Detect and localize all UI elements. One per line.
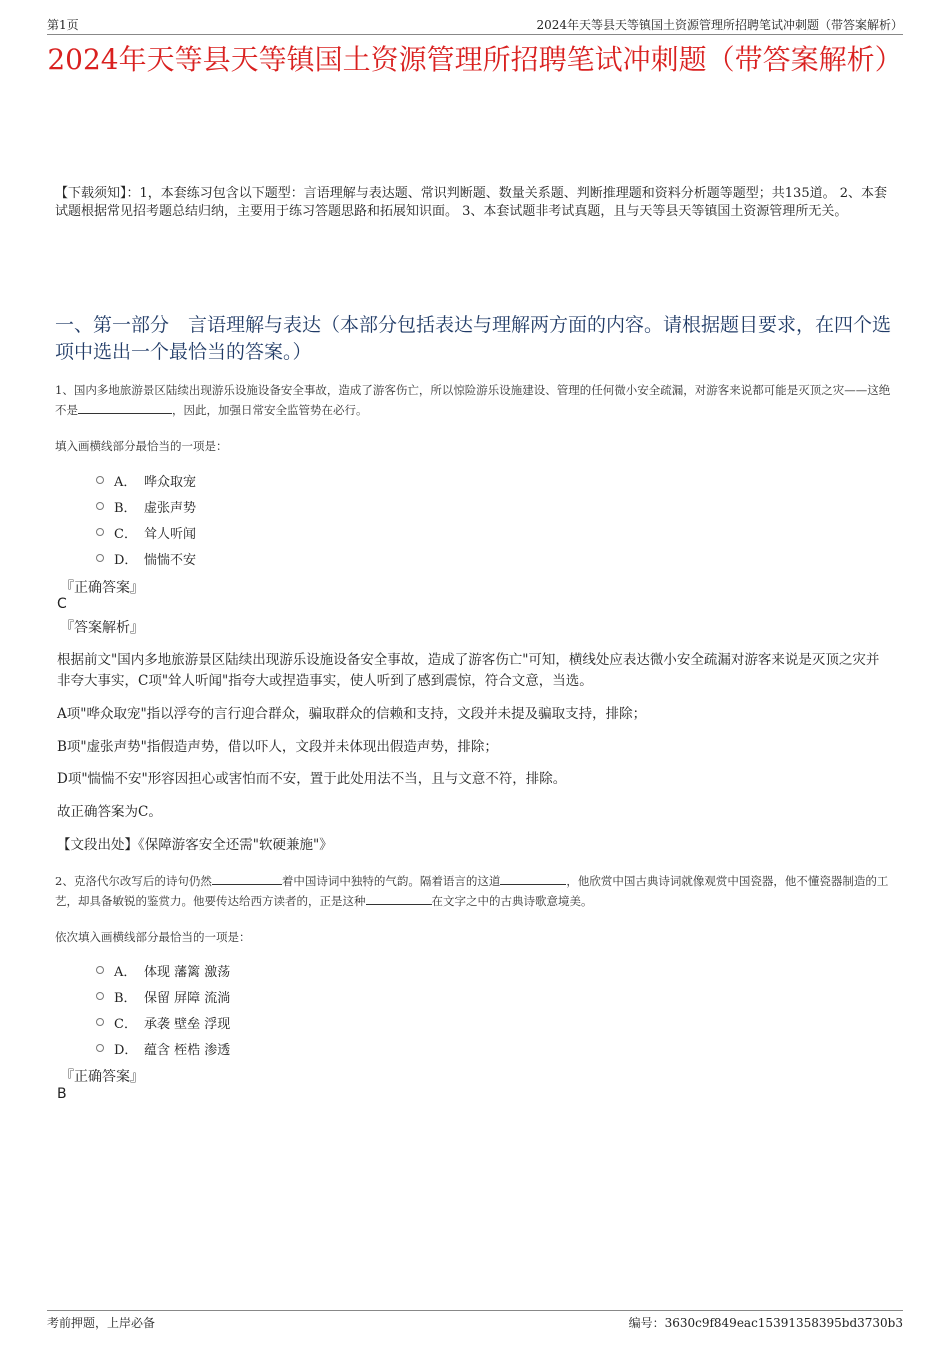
q1-analysis-paragraph: B项"虚张声势"指假造声势，借以吓人，文段并未体现出假造声势，排除； — [57, 739, 498, 755]
question-1-prompt: 填入画横线部分最恰当的一项是： — [55, 439, 228, 453]
q2-answer: B — [57, 1086, 67, 1102]
question-1-text: 1、国内多地旅游景区陆续出现游乐设施设备安全事故，造成了游客伤亡，所以惊险游乐设施建设、管理的任何微小安全疏漏，对游客来说都可能是灭顶之灾——这绝不是 ，因此，加强日常安全监管势在必行。 — [55, 383, 891, 417]
page-footer — [47, 1310, 903, 1335]
footer-slogan: 考前押题，上岸必备 — [47, 1316, 156, 1330]
radio-icon[interactable] — [96, 476, 104, 484]
q1-option-c[interactable]: C． 耸人听闻 — [96, 519, 196, 545]
question-1-blank — [78, 401, 172, 414]
radio-icon[interactable] — [96, 502, 104, 510]
header-doc-title: 2024年天等县天等镇国土资源管理所招聘笔试冲刺题（带答案解析） — [536, 18, 903, 32]
q1-analysis-paragraph: D项"惴惴不安"形容因担心或害怕而不安，置于此处用法不当，且与文意不符，排除。 — [57, 771, 567, 787]
radio-icon[interactable] — [96, 966, 104, 974]
radio-icon[interactable] — [96, 992, 104, 1000]
q2-option-b[interactable]: B． 保留 屏障 流淌 — [96, 983, 230, 1009]
radio-icon[interactable] — [96, 554, 104, 562]
q1-source: 【文段出处】《保障游客安全还需"软硬兼施"》 — [57, 837, 333, 853]
q2-option-d[interactable]: D． 蕴含 桎梏 渗透 — [96, 1035, 230, 1061]
page-number: 第1页 — [47, 18, 79, 32]
q1-option-b[interactable]: B． 虚张声势 — [96, 493, 196, 519]
section-heading: 一、第一部分 言语理解与表达（本部分包括表达与理解两方面的内容。请根据题目要求，在四个选项中选出一个最恰当的答案。） — [55, 314, 892, 363]
q1-answer: C — [57, 596, 67, 612]
question-2-blank — [500, 872, 566, 885]
question-2-text: 2、克洛代尔改写后的诗句仍然 着中国诗词中独特的气韵。隔着语言的这道 ，他欣赏中国古典诗词就像观赏中国瓷器，他不懂瓷器制造的工艺，却具备敏锐的鉴赏力。他要传达给西方读者的，正是这种 在文字之中的古典诗歌意境美。 — [55, 874, 889, 908]
question-2-blank — [212, 872, 282, 885]
radio-icon[interactable] — [96, 1018, 104, 1026]
document-title: 2024年天等县天等镇国土资源管理所招聘笔试冲刺题（带答案解析） — [47, 43, 903, 76]
q2-option-c[interactable]: C． 承袭 壁垒 浮现 — [96, 1009, 230, 1035]
q1-analysis-paragraph: A项"哗众取宠"指以浮夸的言行迎合群众，骗取群众的信赖和支持，文段并未提及骗取支持，排除； — [57, 706, 647, 722]
q2-answer-label: 『正确答案』 — [60, 1069, 144, 1085]
q1-analysis-paragraph: 根据前文"国内多地旅游景区陆续出现游乐设施设备安全事故，造成了游客伤亡"可知，横线处应表达微小安全疏漏对游客来说是灭顶之灾并非夸大事实，C项"耸人听闻"指夸大或捏造事实，使人听到了感到震惊，符合文意，当选。 — [57, 652, 880, 689]
download-notice: 【下载须知】：1，本套练习包含以下题型：言语理解与表达题、常识判断题、数量关系题、判断推理题和资料分析题等题型；共135道。 2、本套试题根据常见招考题总结归纳，主要用于练习答题思路和拓展知识面。 3、本套试题非考试真题，且与天等县天等镇国土资源管理所无关。 — [55, 186, 887, 219]
q1-analysis-conclusion: 故正确答案为C。 — [57, 804, 162, 820]
q1-analysis-label: 『答案解析』 — [60, 620, 144, 636]
page-header — [47, 14, 903, 35]
radio-icon[interactable] — [96, 528, 104, 536]
question-2-blank — [366, 892, 432, 905]
q1-option-d[interactable]: D． 惴惴不安 — [96, 545, 196, 571]
q2-option-a[interactable]: A． 体现 藩篱 激荡 — [96, 957, 230, 983]
question-1-options — [96, 467, 196, 571]
question-2-options — [96, 957, 230, 1061]
question-2-prompt: 依次填入画横线部分最恰当的一项是： — [55, 930, 251, 944]
q1-answer-label: 『正确答案』 — [60, 580, 144, 596]
q1-option-a[interactable]: A． 哗众取宠 — [96, 467, 196, 493]
footer-serial: 编号：3630c9f849eac15391358395bd3730b3 — [628, 1316, 903, 1330]
radio-icon[interactable] — [96, 1044, 104, 1052]
